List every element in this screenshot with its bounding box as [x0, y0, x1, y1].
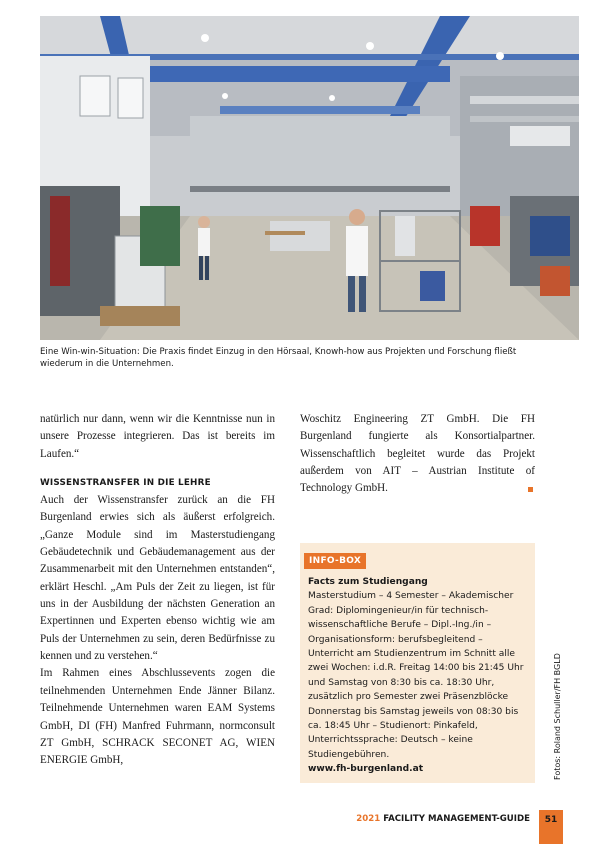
- body-paragraph-1: Auch der Wissenstransfer zurück an die FH Burgenland erwies sich als äußerst erfolgreich. „Ganze Module sind im Masterstudiengang Gebäudetechnik und Gebäudemanagement aus der Zusammenarbeit mit den Unternehmen entstanden“, erklärt Heschl. „Am Puls der Zeit zu liegen, ist für uns in der Ausbildung der nächsten Generation an Expertinnen und Experten ebenso wichtig wie am Puls der Unternehmen zu sein, deren Bedürfnisse zu kennen und zu verstehen.“: [40, 494, 275, 663]
- end-of-article-marker: [528, 487, 533, 492]
- article-right-column: [300, 411, 535, 498]
- website-link[interactable]: www.fh-burgenland.at: [308, 764, 424, 775]
- publication-title: FACILITY MANAGEMENT-GUIDE: [383, 814, 530, 824]
- photo-caption: Eine Win-win-Situation: Die Praxis findet Einzug in den Hörsaal, Knowh-how aus Projekten und Forschung fließt wiederum in die Unternehmen.: [40, 347, 517, 370]
- page-footer: [340, 814, 530, 824]
- photo-credit: Fotos: Roland Schuller/FH BGLD: [553, 653, 562, 780]
- footer-year: 2021: [356, 814, 381, 824]
- closing-paragraph: Woschitz Engineering ZT GmbH. Die FH Burgenland fungierte als Konsortialpartner. Wissenschaftlich begleitet wurde das Projekt außerdem von AIT – Austrian Institute of Technology GmbH.: [300, 413, 535, 495]
- info-box: [300, 543, 535, 783]
- info-box-body: Masterstudium – 4 Semester – Akademischer Grad: Diplomingenieur/in für technisch-wissenschaftliche Berufe – Dipl.-Ing./in – Organisationsform: berufsbegleitend – Unterricht am Studienzentrum im Schnitt alle zwei Wochen: i.d.R. Freitag 14:00 bis 21:45 Uhr und Samstag von 8:30 bis ca. 18:30 Uhr, zusätzlich pro Semester zwei Präsenzblöcke Donnerstag bis Samstag jeweils von 08:30 bis ca. 18:45 Uhr – Studienort: Pinkafeld, Unterrichtssprache: Deutsch – keine Studiengebühren.: [308, 591, 524, 760]
- section-heading: WISSENSTRANSFER IN DIE LEHRE: [40, 478, 211, 489]
- info-box-title: Facts zum Studiengang: [308, 577, 428, 587]
- lab-photo: [40, 16, 579, 340]
- info-box-label: INFO-BOX: [304, 553, 366, 569]
- article-left-column: [40, 411, 275, 770]
- body-paragraph-2: Im Rahmen eines Abschlussevents zogen die teilnehmenden Unternehmen Ende Jänner Bilanz. Teilnehmende Unternehmen waren EAM Systems GmbH, DI (FH) Manfred Fuhrmann, normconsult ZT GmbH, SCHRACK SECONET AG, WIEN ENERGIE GmbH,: [40, 667, 275, 767]
- intro-paragraph: natürlich nur dann, wenn wir die Kenntnisse nun in unsere Prozesse integrieren. Das ist bereits im Laufen.“: [40, 413, 275, 460]
- page-number: 51: [539, 810, 563, 844]
